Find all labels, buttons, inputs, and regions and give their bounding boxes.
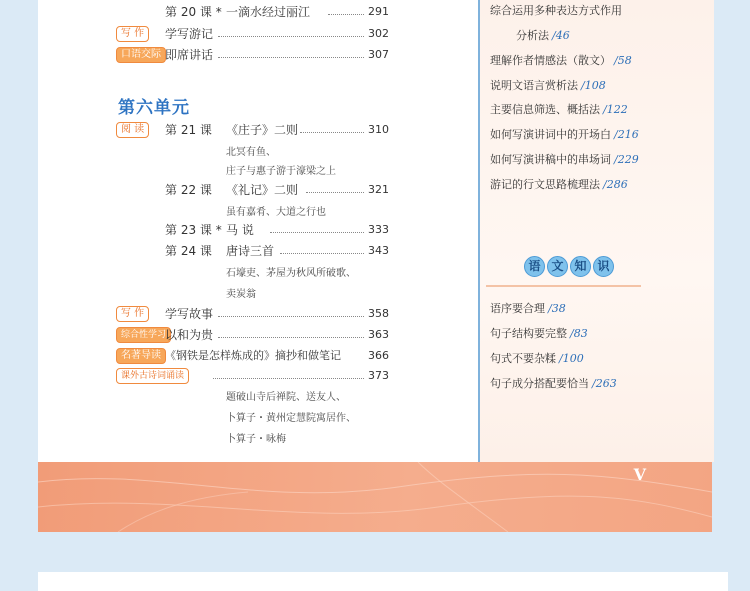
leader-dots [280, 253, 364, 254]
method-text: 综合运用多种表达方式作用 [490, 4, 622, 17]
knowledge-text: 句式不要杂糅 [490, 352, 556, 365]
leader-dots [218, 337, 364, 338]
toc-row-classics[interactable] [38, 347, 478, 365]
leader-dots [328, 14, 364, 15]
knowledge-item[interactable] [490, 325, 588, 341]
toc-row-ancient-poems[interactable] [38, 367, 478, 385]
lesson-title: 《钢铁是怎样炼成的》摘抄和做笔记 [165, 349, 341, 362]
badge-char: 语 [524, 256, 545, 277]
toc-row-oral[interactable] [38, 46, 478, 64]
lesson-subtitle: 卖炭翁 [226, 289, 256, 300]
toc-row-comprehensive[interactable] [38, 326, 478, 344]
lesson-subtitle: 虽有嘉肴、大道之行也 [226, 207, 326, 218]
lesson-number: 第 21 课 [165, 123, 212, 137]
page-number: 358 [368, 307, 389, 320]
lesson-title: 学写游记 [165, 27, 214, 41]
knowledge-text: 语序要合理 [490, 302, 545, 315]
knowledge-item[interactable] [490, 350, 584, 366]
toc-row-writing-travel[interactable] [38, 25, 478, 43]
page-number: 363 [368, 328, 389, 341]
method-page: /229 [614, 153, 639, 166]
page-number: 333 [368, 223, 389, 236]
lesson-number: 第 23 课 * [165, 223, 222, 237]
section-tag-comprehensive: 综合性学习 [116, 327, 171, 343]
method-item[interactable] [490, 101, 628, 117]
method-page: /286 [603, 178, 628, 191]
lesson-title: 学写故事 [165, 307, 214, 321]
leader-dots [300, 132, 364, 133]
method-item[interactable] [490, 2, 622, 18]
method-item[interactable] [490, 151, 639, 167]
toc-row-lesson-21[interactable] [38, 121, 478, 139]
page-number: 291 [368, 5, 389, 18]
knowledge-text: 句子结构要完整 [490, 327, 567, 340]
badge-char: 识 [593, 256, 614, 277]
toc-row-lesson-23[interactable] [38, 221, 478, 239]
toc-row-writing-story[interactable] [38, 305, 478, 323]
lesson-subtitle: 北冥有鱼、 [226, 147, 276, 158]
knowledge-item[interactable] [490, 375, 617, 391]
method-page: /58 [614, 54, 632, 67]
method-item[interactable] [490, 52, 632, 68]
leader-dots [306, 192, 364, 193]
toc-left-column [38, 0, 478, 462]
method-item[interactable] [490, 126, 639, 142]
lesson-title: 一滴水经过丽江 [226, 5, 311, 19]
section-tag-ancient-poems: 课外古诗词诵读 [116, 368, 189, 384]
leader-dots [218, 36, 364, 37]
leader-dots [218, 316, 364, 317]
page-number: 321 [368, 183, 389, 196]
lesson-title: 即席讲话 [165, 48, 214, 62]
leader-dots [213, 378, 364, 379]
method-text: 游记的行文思路梳理法 [490, 178, 600, 191]
lesson-subtitle: 石壕吏、茅屋为秋风所破歌、 [226, 268, 356, 279]
lesson-title: 唐诗三首 [226, 244, 275, 258]
next-page-edge [38, 572, 728, 591]
page-number: 302 [368, 27, 389, 40]
lesson-title: 马 说 [226, 223, 254, 237]
section-tag-oral: 口语交际 [116, 47, 166, 63]
lesson-title: 《庄子》二则 [226, 123, 299, 137]
page-number: 343 [368, 244, 389, 257]
page-number: 366 [368, 349, 389, 362]
decorative-footer-band [38, 462, 712, 532]
method-page: /46 [552, 29, 570, 42]
method-page: /122 [603, 103, 628, 116]
knowledge-page: /263 [592, 377, 617, 390]
method-page: /216 [614, 128, 639, 141]
toc-row-lesson-24[interactable] [38, 242, 478, 260]
method-item[interactable] [516, 27, 570, 43]
knowledge-text: 句子成分搭配要恰当 [490, 377, 589, 390]
section-tag-writing: 写 作 [116, 306, 149, 322]
method-text: 如何写演讲词中的开场白 [490, 128, 611, 141]
lesson-number: 第 20 课 * [165, 5, 222, 19]
leader-dots [270, 232, 364, 233]
page-number: 373 [368, 369, 389, 382]
lesson-title: 以和为贵 [165, 328, 214, 342]
method-text: 分析法 [516, 29, 549, 42]
section-tag-reading: 阅 读 [116, 122, 149, 138]
method-item[interactable] [490, 176, 628, 192]
knowledge-page: /100 [559, 352, 584, 365]
lesson-subtitle: 题破山寺后禅院、送友人、 [226, 392, 346, 403]
lesson-number: 第 24 课 [165, 244, 212, 258]
knowledge-page: /83 [570, 327, 588, 340]
badge-char: 文 [547, 256, 568, 277]
toc-page [38, 0, 712, 462]
lesson-subtitle: 卜算子・黄州定慧院寓居作、 [226, 413, 356, 424]
method-text: 说明文语言赏析法 [490, 79, 578, 92]
page-number: 307 [368, 48, 389, 61]
method-text: 理解作者情感法（散文） [490, 54, 611, 67]
unit-heading: 第六单元 [118, 98, 190, 118]
knowledge-item[interactable] [490, 300, 566, 316]
contour-lines-decoration [38, 462, 712, 532]
section-badge-language-knowledge [524, 256, 614, 277]
lesson-subtitle: 卜算子・咏梅 [226, 434, 286, 445]
lesson-subtitle: 庄子与惠子游于濠梁之上 [226, 166, 336, 177]
leader-dots [218, 57, 364, 58]
toc-row-lesson-20[interactable] [38, 3, 478, 21]
method-text: 主要信息筛选、概括法 [490, 103, 600, 116]
badge-char: 知 [570, 256, 591, 277]
method-page: /108 [581, 79, 606, 92]
section-tag-writing: 写 作 [116, 26, 149, 42]
page-number: 310 [368, 123, 389, 136]
method-text: 如何写演讲稿中的串场词 [490, 153, 611, 166]
toc-row-lesson-22[interactable] [38, 181, 478, 199]
section-tag-classics: 名著导读 [116, 348, 166, 364]
page-roman-numeral: V [633, 465, 646, 484]
knowledge-page: /38 [548, 302, 566, 315]
lesson-title: 《礼记》二则 [226, 183, 299, 197]
lesson-number: 第 22 课 [165, 183, 212, 197]
toc-right-column [478, 0, 714, 462]
method-item[interactable] [490, 77, 606, 93]
section-divider [486, 285, 641, 287]
